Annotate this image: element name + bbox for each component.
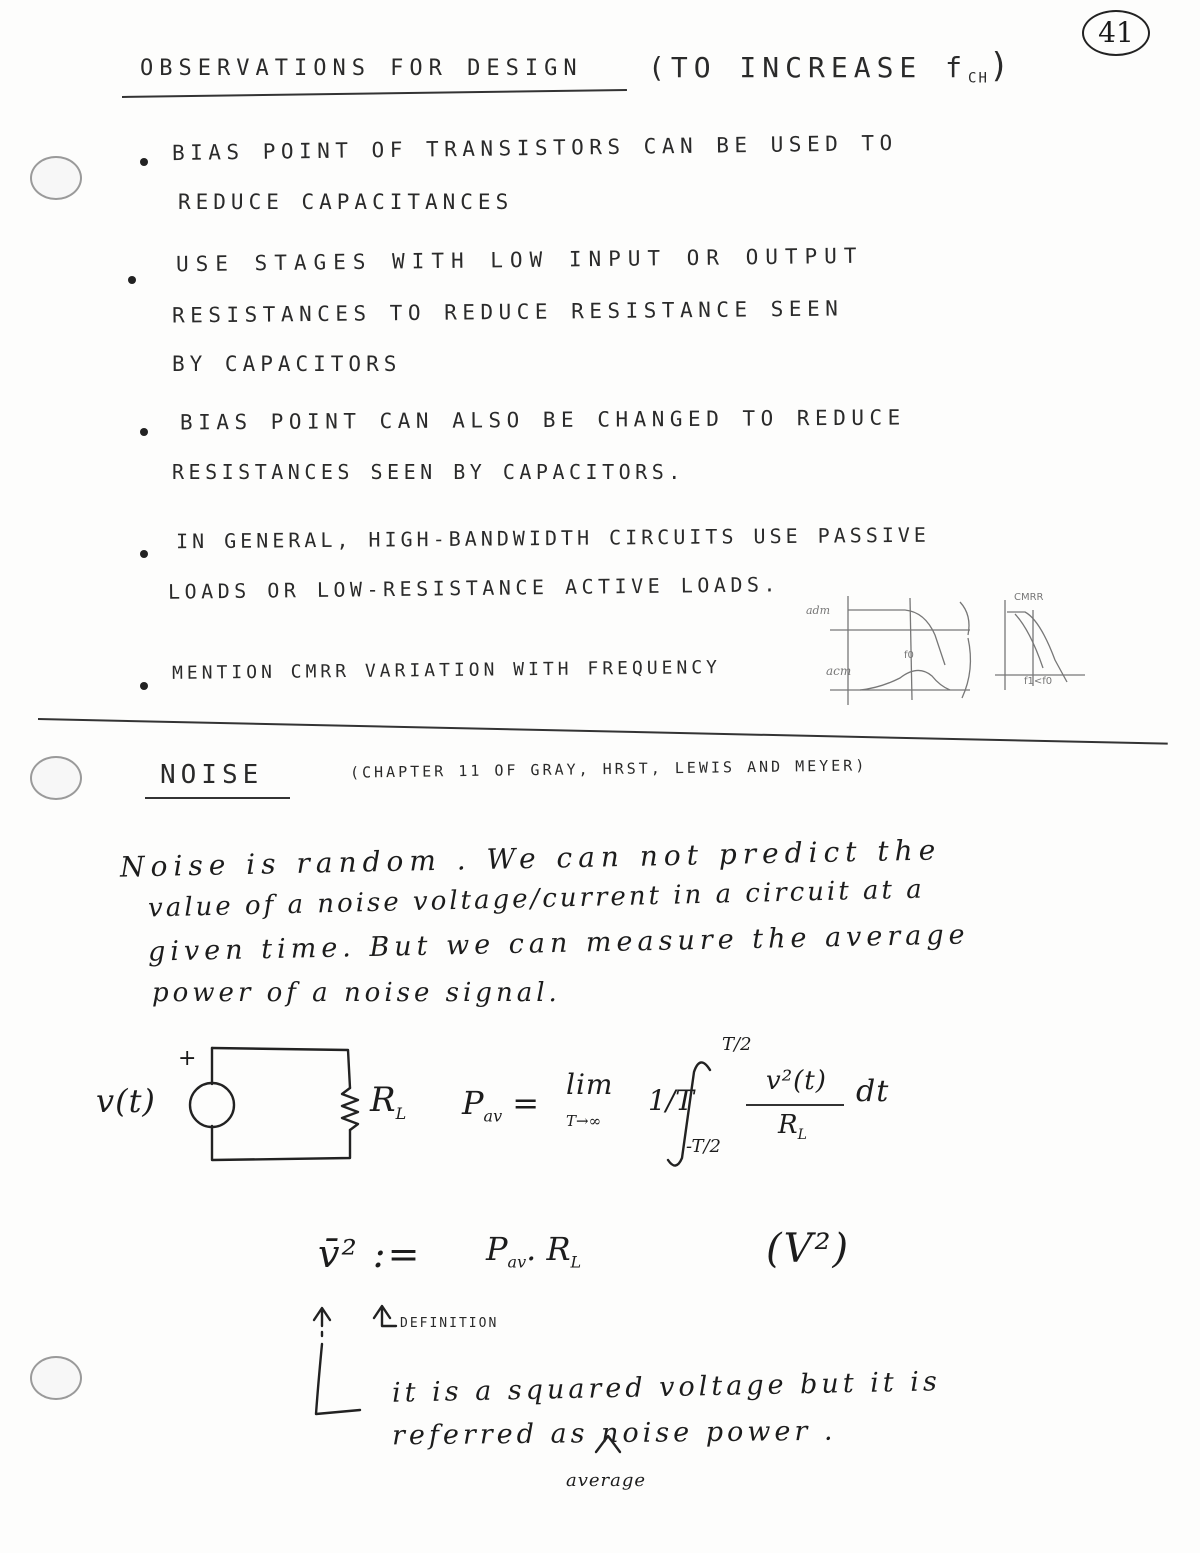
- observation-4-line-1: IN GENERAL, HIGH-BANDWIDTH CIRCUITS USE PASSIVE: [175, 522, 931, 554]
- resistor-sub: L: [395, 1103, 407, 1123]
- subtitle-sub: CH: [968, 70, 989, 87]
- integrand-denominator: [778, 1110, 807, 1143]
- integrand-fraction-bar: [746, 1104, 844, 1106]
- noise-reference: (CHAPTER 11 OF GRAY, HRST, LEWIS AND MEYER): [349, 756, 868, 782]
- bullet-5: [140, 682, 148, 690]
- noise-paragraph-line-2: value of a noise voltage/current in a circuit at a: [147, 874, 926, 924]
- definition-rhs: [486, 1230, 581, 1271]
- pav-letter: P: [462, 1084, 484, 1122]
- observation-3-line-2: RESISTANCES SEEN BY CAPACITORS.: [172, 460, 685, 484]
- circuit-resistor-label: [370, 1080, 406, 1123]
- pav-sub: av: [483, 1106, 503, 1126]
- title-underline: [122, 89, 627, 98]
- observation-2-line-1: USE STAGES WITH LOW INPUT OR OUTPUT: [175, 243, 864, 277]
- observation-3-line-1: BIAS POINT CAN ALSO BE CHANGED TO REDUCE: [179, 405, 906, 435]
- noise-paragraph-line-4: power of a noise signal.: [152, 978, 561, 1008]
- footnote-line-1: it is a squared voltage but it is: [391, 1366, 942, 1409]
- footnote-insert: average: [566, 1470, 647, 1491]
- footnote-line-2: referred as noise power .: [391, 1415, 837, 1452]
- noise-title: NOISE: [160, 760, 264, 790]
- pav-lhs: [462, 1084, 539, 1125]
- observation-4-line-2: LOADS OR LOW-RESISTANCE ACTIVE LOADS.: [167, 572, 781, 604]
- definition-label: DEFINITION: [400, 1316, 499, 1331]
- def-rhs-sub: av: [507, 1252, 527, 1272]
- circuit-diagram: [180, 1040, 380, 1170]
- punch-hole-top: [30, 156, 82, 200]
- bullet-4: [140, 550, 148, 558]
- graph1-marker: f0: [904, 650, 914, 661]
- integral-dt: dt: [856, 1074, 890, 1109]
- observation-2-line-3: BY CAPACITORS: [172, 352, 402, 376]
- one-over-t: 1/T: [648, 1084, 694, 1117]
- punch-hole-bottom: [30, 1356, 82, 1400]
- subtitle-text: (TO INCREASE f: [648, 51, 969, 84]
- graph2-marker: f1<f0: [1024, 676, 1053, 687]
- subtitle-close: ): [988, 46, 1016, 86]
- noise-paragraph-line-3: given time. But we can measure the average: [147, 919, 970, 968]
- graph1-label-bottom: acm: [826, 664, 852, 678]
- title-subtitle: [648, 46, 1015, 86]
- def-rhs-tail-sub: L: [570, 1252, 582, 1272]
- insert-caret: [592, 1430, 632, 1460]
- bullet-3: [140, 428, 148, 436]
- observation-2-line-2: RESISTANCES TO REDUCE RESISTANCE SEEN: [171, 296, 844, 328]
- definition-unit: (V²): [766, 1226, 851, 1272]
- integrand-numerator: v²(t): [766, 1066, 827, 1096]
- noise-title-underline: [145, 797, 290, 799]
- noise-paragraph-line-1: Noise is random . We can not predict the: [119, 833, 942, 884]
- resistor-letter: R: [370, 1080, 396, 1120]
- graph1-label-top: adm: [806, 604, 831, 617]
- lim-symbol: lim: [566, 1068, 614, 1101]
- observation-1-line-2: REDUCE CAPACITANCES: [178, 190, 514, 214]
- lower-limit: -T/2: [686, 1136, 721, 1157]
- bullet-1: [140, 158, 148, 166]
- circuit-source-label: v(t): [96, 1082, 156, 1120]
- integrand-den-letter: R: [778, 1110, 798, 1140]
- lim-subscript: T→∞: [566, 1112, 602, 1130]
- pav-equals: =: [502, 1084, 540, 1122]
- def-rhs-tail: . R: [526, 1230, 571, 1268]
- upper-limit: T/2: [722, 1034, 752, 1055]
- punch-hole-middle: [30, 756, 82, 800]
- section-divider: [38, 718, 1168, 745]
- title-text: OBSERVATIONS FOR DESIGN: [140, 56, 583, 81]
- page-title: [140, 56, 583, 81]
- observation-5-line-1: MENTION CMRR VARIATION WITH FREQUENCY: [171, 657, 722, 684]
- page-number: 41: [1082, 10, 1150, 56]
- definition-lhs: v̄² :=: [318, 1232, 422, 1276]
- circuit-plus-sign: +: [178, 1046, 197, 1071]
- def-rhs-letter: P: [486, 1230, 508, 1268]
- bullet-2: [128, 276, 136, 284]
- observation-1-line-1: BIAS POINT OF TRANSISTORS CAN BE USED TO: [171, 130, 898, 166]
- voltage-source-symbol: [190, 1083, 234, 1127]
- integrand-den-sub: L: [797, 1127, 807, 1144]
- graph2-label: CMRR: [1014, 592, 1044, 603]
